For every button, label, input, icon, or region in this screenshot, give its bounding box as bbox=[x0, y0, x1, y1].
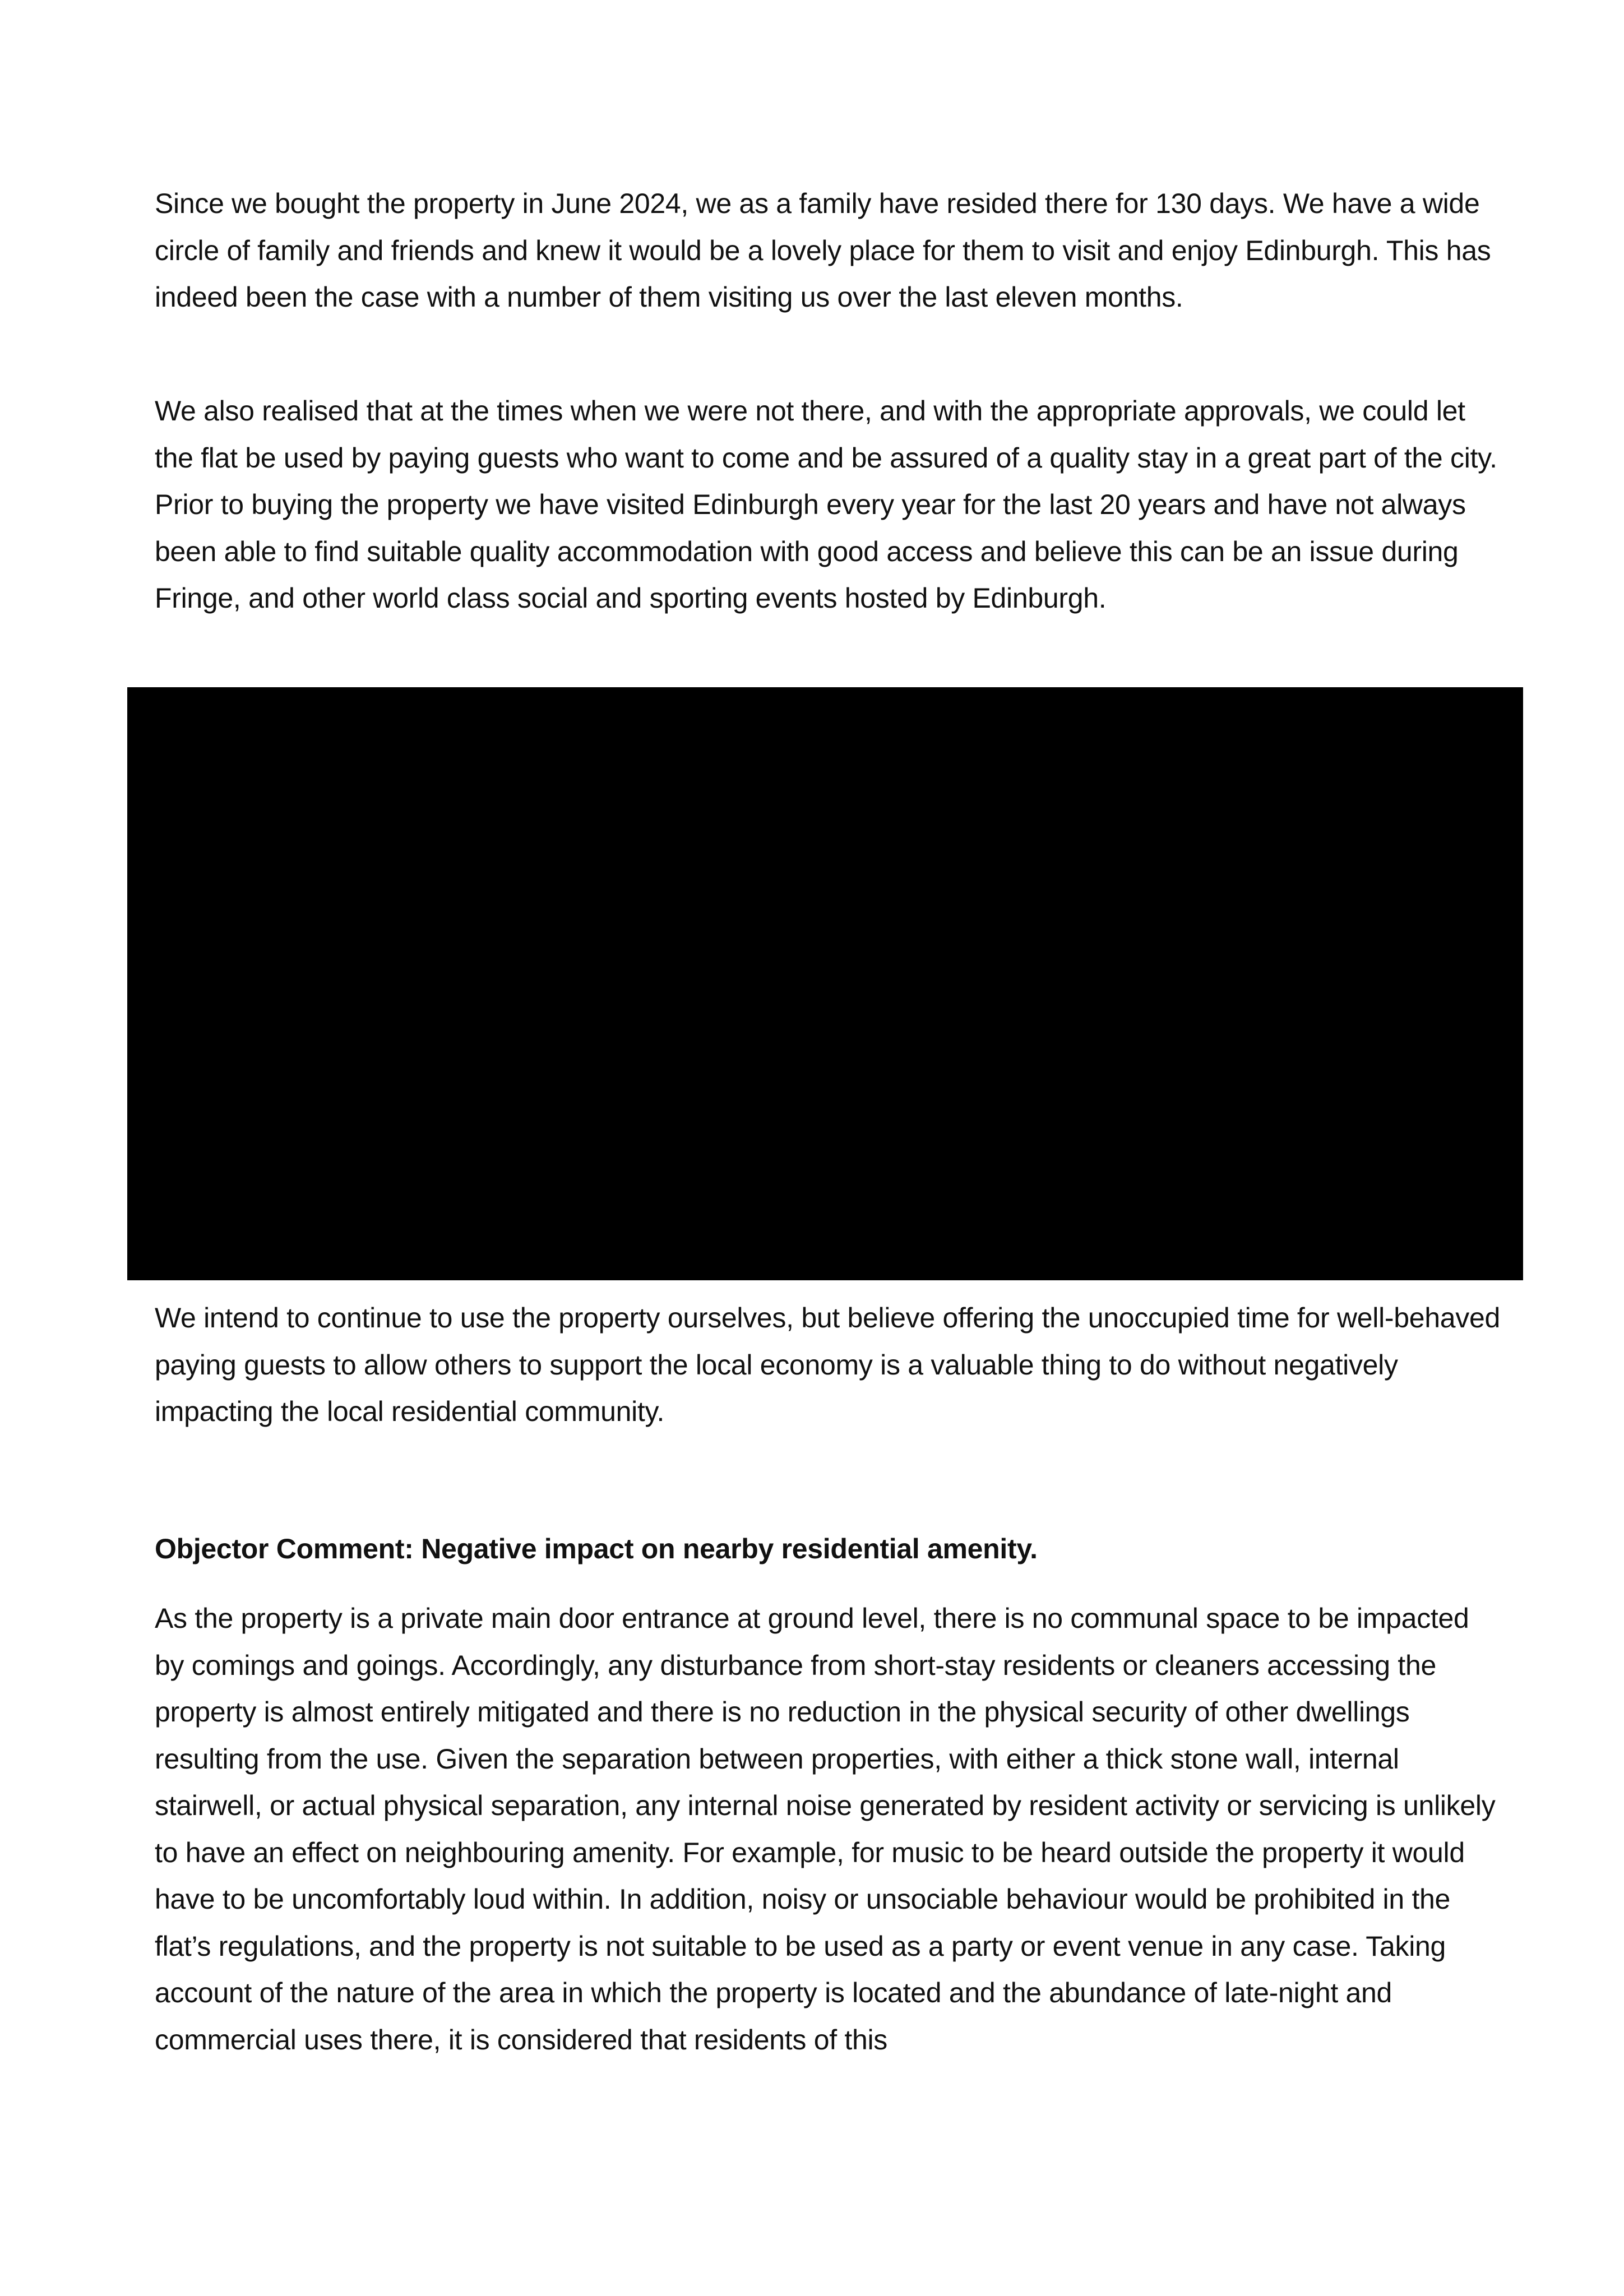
redacted-image-block bbox=[127, 687, 1523, 1280]
body-paragraph-continued-use: We intend to continue to use the property ourselves, but believe offering the unoccupied time for well-behaved paying guests to allow others to support the local economy is a valuable thing to do without negatively impacting the local residential community. bbox=[155, 1302, 1500, 1427]
body-paragraph-family-residence: Since we bought the property in June 2024, we as a family have resided there for 130 days. We have a wide circle of family and friends and knew it would be a lovely place for them to visit and enjoy Edinburgh. This has indeed been the case with a number of them visiting us over the last eleven months. bbox=[155, 188, 1491, 313]
body-paragraph-paying-guests: We also realised that at the times when we were not there, and with the appropriate approvals, we could let the flat be used by paying guests who want to come and be assured of a quality stay in a great part of the city. Prior to buying the property we have visited Edinburgh every year for the last 20 years and have not always been able to find suitable quality accommodation with good access and believe this can be an issue during Fringe, and other world class social and sporting events hosted by Edinburgh. bbox=[155, 395, 1497, 614]
objector-comment-heading: Objector Comment: Negative impact on nearby residential amenity. bbox=[155, 1533, 1038, 1564]
body-paragraph-residential-amenity: As the property is a private main door entrance at ground level, there is no communal space to be impacted by comings and goings. Accordingly, any disturbance from short-stay residents or cleaners accessing the property is almost entirely mitigated and there is no reduction in the physical security of other dwellings resulting from the use. Given the separation between properties, with either a thick stone wall, internal stairwell, or actual physical separation, any internal noise generated by resident activity or servicing is unlikely to have an effect on neighbouring amenity. For example, for music to be heard outside the property it would have to be uncomfortably loud within. In addition, noisy or unsociable behaviour would be prohibited in the flat’s regulations, and the property is not suitable to be used as a party or event venue in any case. Taking account of the nature of the area in which the property is located and the abundance of late-night and commercial uses there, it is considered that residents of this bbox=[155, 1603, 1496, 2056]
